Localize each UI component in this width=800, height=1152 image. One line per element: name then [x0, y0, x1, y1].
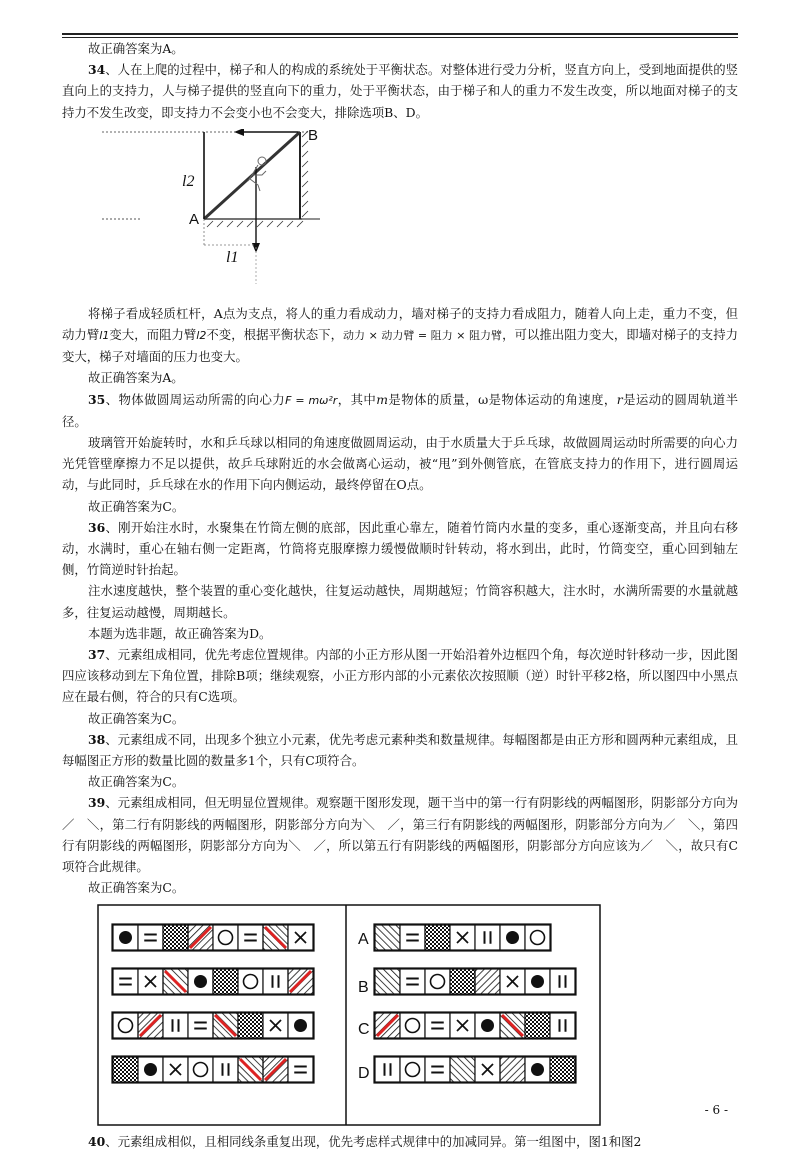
pattern-cell — [238, 1013, 263, 1038]
climber-figure — [248, 157, 266, 191]
pattern-cell — [400, 1057, 425, 1082]
pattern-cell — [475, 1013, 500, 1038]
pattern-cell — [425, 969, 450, 994]
answer-33: 故正确答案为A。 — [88, 41, 184, 56]
question-36: 36、刚开始注水时，水聚集在竹筒左侧的底部，因此重心靠左，随着竹筒内水量的变多，重心逐渐变高，并且向右移动，水满时，重心在轴右侧一定距离，竹筒将克服摩擦力缓慢做顺时针转动，将水到出，此时，竹筒变空，重心回到轴左侧，竹筒逆时针抬起。 — [62, 519, 738, 578]
pattern-cell — [550, 969, 575, 994]
pattern-cell — [113, 925, 138, 950]
pattern-cell — [138, 969, 163, 994]
pattern-cell — [550, 1013, 575, 1038]
question-35: 35、物体做圆周运动所需的向心力F = mω²r，其中m是物体的质量，ω是物体运动的角速度，r是运动的圆周轨道半径。 — [62, 391, 739, 429]
ladder-figure — [62, 126, 738, 299]
pattern-cell — [500, 1013, 525, 1038]
answer-34: 故正确答案为A。 — [88, 370, 184, 386]
option-a-label: A — [358, 930, 369, 948]
answer-38: 故正确答案为C。 — [88, 774, 185, 790]
pattern-cell — [163, 1057, 188, 1082]
option-d-label: D — [358, 1064, 370, 1082]
pattern-cell — [400, 969, 425, 994]
pattern-cell — [213, 969, 238, 994]
pattern-cell — [238, 969, 263, 994]
pattern-cell — [375, 925, 400, 950]
pattern-cell — [425, 925, 450, 950]
l1-label: l1 — [226, 248, 239, 266]
pattern-cell — [450, 1013, 475, 1038]
pattern-cell — [288, 1057, 313, 1082]
pattern-cell — [400, 1013, 425, 1038]
question-40: 40、元素组成相似，且相同线条重复出现，优先考虑样式规律中的加减同异。第一组图中，图1和图2 — [88, 1133, 642, 1149]
question-36-detail: 注水速度越快，整个装置的重心变化越快，往复运动越快，周期越短；竹筒容积越大，注水时，水满所需要的水量就越多，往复运动越慢，周期越长。 — [62, 583, 738, 620]
question-38: 38、元素组成不同，出现多个独立小元素，优先考虑元素种类和数量规律。每幅图都是由正方形和圆两种元素组成，且每幅图正方形的数量比圆的数量多1个，只有C项符合。 — [62, 731, 738, 769]
pattern-cell — [163, 969, 188, 994]
pattern-cell — [213, 1013, 238, 1038]
option-b-label: B — [358, 978, 369, 996]
pattern-cell — [450, 969, 475, 994]
pattern-cell — [263, 969, 288, 994]
pattern-cell — [138, 1013, 163, 1038]
pattern-cell — [213, 925, 238, 950]
pattern-cell — [188, 969, 213, 994]
pattern-cell — [425, 1057, 450, 1082]
pattern-cell — [500, 969, 525, 994]
pattern-cell — [113, 1057, 138, 1082]
pattern-cell — [525, 969, 550, 994]
document-body — [62, 38, 738, 1152]
pattern-cell — [113, 1013, 138, 1038]
lever-analysis: 将梯子看成轻质杠杆，A点为支点，将人的重力看成动力，墙对梯子的支持力看成阻力，随着人向上走，重力不变，但动力臂l1变大，而阻力臂l2不变，根据平衡状态下，动力 × 动力臂 = 阻力 × 阻力臂，可以推出阻力变大，即墙对梯子的支持力变大，梯子对墙面的压力也变大。 — [62, 305, 739, 365]
pattern-cell — [550, 1057, 575, 1082]
pattern-cell — [238, 925, 263, 950]
pattern-cell — [475, 969, 500, 994]
answer-37: 故正确答案为C。 — [88, 710, 185, 726]
point-a-label: A — [189, 210, 200, 228]
header-rule — [62, 33, 738, 35]
question-39: 39、元素组成相同，但无明显位置规律。观察题干图形发现，题干当中的第一行有阴影线的两幅图形，阴影部分方向为／ ＼，第二行有阴影线的两幅图形，阴影部分方向为＼ ／，第三行有阴影线的两幅图形，阴影部分方向为／ ＼，第四行有阴影线的两幅图形，阴影部分方向为＼ ／，所以第五行有阴影线的两幅图形，阴影部分方向应该为／ ＼，故只有C项符合此规律。 — [62, 795, 738, 875]
question-35-detail: 玻璃管开始旋转时，水和乒乓球以相同的角速度做圆周运动，由于水质量大于乒乓球，故做圆周运动时所需要的向心力光凭管壁摩擦力不足以提供，故乒乓球附近的水会做离心运动，被“甩”到外侧管底，在管底支持力的作用下，进行圆周运动，与此同时，乒乓球在水的作用下向内侧运动，最终停留在O点。 — [62, 435, 738, 493]
l2-label: l2 — [182, 172, 195, 190]
pattern-cell — [475, 925, 500, 950]
lever-formula: 动力 × 动力臂 = 阻力 × 阻力臂 — [343, 329, 503, 343]
pattern-cell — [263, 925, 288, 950]
pattern-cell — [375, 969, 400, 994]
pattern-cell — [188, 925, 213, 950]
pattern-figure — [62, 903, 738, 1127]
page-number: - 6 - — [704, 1103, 728, 1117]
pattern-cell — [375, 1013, 400, 1038]
pattern-cell — [113, 969, 138, 994]
pattern-cell — [525, 1013, 550, 1038]
question-37: 37、元素组成相同，优先考虑位置规律。内部的小正方形从图一开始沿着外边框四个角，每次逆时针移动一步，因此图四应该移动到左下角位置，排除B项；继续观察，小正方形内部的小元素依次按照顺（逆）时针平移2格，所以图四中小黑点应在最右侧，符合的只有C选项。 — [62, 647, 738, 705]
pattern-cell — [163, 925, 188, 950]
pattern-cell — [238, 1057, 263, 1082]
pattern-cell — [138, 1057, 163, 1082]
pattern-cell — [288, 1013, 313, 1038]
pattern-cell — [450, 1057, 475, 1082]
pattern-cell — [425, 1013, 450, 1038]
pattern-cell — [138, 925, 163, 950]
pattern-cell — [288, 969, 313, 994]
answer-39: 故正确答案为C。 — [88, 880, 185, 896]
option-c-label: C — [358, 1020, 370, 1038]
pattern-cell — [400, 925, 425, 950]
answer-36: 本题为选非题，故正确答案为D。 — [88, 625, 272, 641]
question-34: 34、人在上爬的过程中，梯子和人的构成的系统处于平衡状态。对整体进行受力分析，竖直方向上，受到地面提供的竖直向上的支持力，人与梯子提供的竖直向下的重力，处于平衡状态，由于梯子和人的重力不发生改变，所以地面对梯子的支持力不发生改变，即支持力不会变小也不会变大，排除选项B、D。 — [62, 62, 738, 120]
pattern-cell — [163, 1013, 188, 1038]
pattern-cell — [475, 1057, 500, 1082]
pattern-cell — [288, 925, 313, 950]
pattern-cell — [188, 1013, 213, 1038]
pattern-cell — [450, 925, 475, 950]
centripetal-formula: F = mω²r — [285, 393, 338, 407]
pattern-cell — [263, 1013, 288, 1038]
pattern-cell — [213, 1057, 238, 1082]
pattern-cell — [375, 1057, 400, 1082]
pattern-cell — [263, 1057, 288, 1082]
pattern-cell — [500, 925, 525, 950]
pattern-cell — [500, 1057, 525, 1082]
pattern-cell — [525, 925, 550, 950]
point-b-label: B — [308, 126, 319, 144]
pattern-cell — [188, 1057, 213, 1082]
answer-35: 故正确答案为C。 — [88, 498, 185, 514]
pattern-cell — [525, 1057, 550, 1082]
